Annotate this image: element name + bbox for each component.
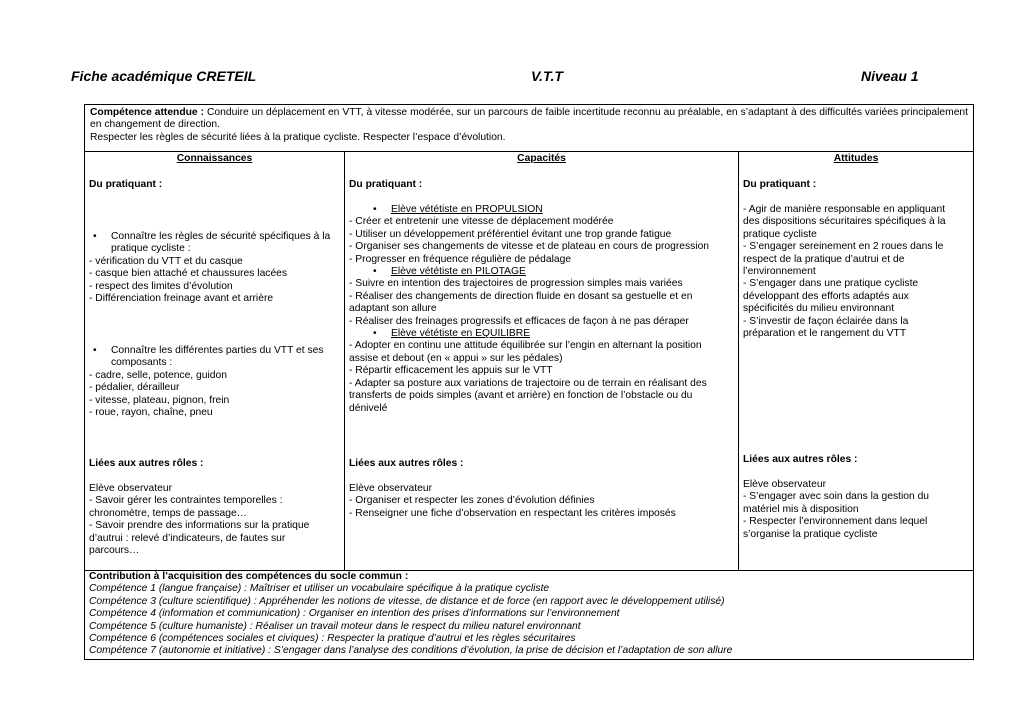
list-item: des dispositions sécuritaires spécifiques à la [743, 216, 946, 228]
list-item: l’environnement [743, 266, 816, 278]
connaissances-heading: Connaissances [176, 153, 253, 164]
capacites-pratiquant: Du pratiquant : [349, 179, 423, 190]
bullet-icon: • [93, 231, 97, 242]
list-item: - vitesse, plateau, pignon, frein [89, 394, 230, 406]
equilibre-heading: Elève vététiste en EQUILIBRE [391, 328, 531, 340]
list-item: - S’engager sereinement en 2 roues dans le [743, 241, 944, 253]
list-item: transferts de poids simples (avant et arrière) en fonction de l’obstacle ou du [349, 390, 693, 402]
list-item: dénivelé [349, 402, 388, 414]
propulsion-heading: Elève vététiste en PROPULSION [391, 204, 543, 215]
list-item: - Suivre en intention des trajectoires de progression simples mais variées [349, 278, 683, 290]
socle-item: Compétence 1 (langue française) : Maîtriser et utiliser un vocabulaire spécifique à la pratique cycliste [89, 583, 550, 595]
list-item: parcours… [89, 545, 140, 557]
list-item: - Réaliser des changements de direction fluide en dosant sa gestuelle et en [349, 290, 693, 302]
list-item: - respect des limites d’évolution [89, 280, 233, 292]
list-item: respect de la pratique d’autrui et de [743, 253, 905, 265]
list-item: - casque bien attaché et chaussures lacées [89, 268, 288, 280]
list-item: - vérification du VTT et du casque [89, 255, 243, 267]
socle-item: Compétence 3 (culture scientifique) : Appréhender les notions de vitesse, de distance et de force (en rapport avec le développement utilisé) [89, 595, 725, 607]
observer-label: Elève observateur [349, 483, 432, 494]
competence-text: Conduire un déplacement en VTT, à vitesse modérée, sur un parcours de faible incertitude reconnu au préalable, en s’adaptant à des difficultés variées principalement en changement de direction. [90, 107, 969, 131]
attitudes-observer-block [743, 479, 969, 541]
socle-item: Compétence 4 (information et communication) : Organiser en intention des prises d’informations sur l’environnement [89, 608, 620, 620]
header-level: Niveau 1 [861, 68, 919, 84]
column-connaissances [85, 152, 345, 570]
observer-label: Elève observateur [89, 483, 172, 494]
list-item: assise et debout (en « appui » sur les pédales) [349, 352, 563, 364]
list-item: - S’engager dans une pratique cycliste [743, 278, 919, 290]
list-item: - Adopter en continu une attitude équilibrée sur l’engin en alternant la position [349, 340, 702, 352]
bullet-icon: • [373, 328, 377, 340]
pilotage-heading: Elève vététiste en PILOTAGE [391, 266, 526, 278]
list-item: - S’engager avec soin dans la gestion du [743, 491, 930, 503]
list-item: - Respecter l’environnement dans lequel [743, 516, 928, 528]
connaissances-observer-block [89, 483, 340, 557]
capacites-heading: Capacités [517, 153, 566, 164]
bullet-icon: • [373, 204, 377, 215]
connaissances-pratiquant: Du pratiquant : [89, 179, 163, 190]
competence-attendue [85, 105, 973, 152]
list-item: - Savoir gérer les contraintes temporelles : [89, 495, 283, 507]
column-attitudes [739, 152, 973, 570]
list-item: - Progresser en fréquence régulière de pédalage [349, 253, 572, 265]
list-item: chronomètre, temps de passage… [89, 507, 247, 519]
list-item: - roue, rayon, chaîne, pneu [89, 407, 213, 419]
list-item: s’organise la pratique cycliste [743, 528, 878, 540]
connaissances-composants-block [89, 345, 340, 419]
header-activity: V.T.T [531, 68, 563, 84]
column-capacites [345, 152, 739, 570]
list-item: spécificités du milieu environnant [743, 303, 895, 315]
attitudes-body [743, 204, 969, 340]
connaissances-securite-block [89, 231, 340, 305]
capacites-roles: Liées aux autres rôles : [349, 458, 464, 469]
list-item: - Agir de manière responsable en appliquant [743, 204, 946, 215]
list-item: - Créer et entretenir une vitesse de déplacement modérée [349, 216, 614, 228]
socle-item: Compétence 5 (culture humaniste) : Réaliser un travail moteur dans le respect du milieu naturel environnant [89, 620, 581, 632]
capacites-body [349, 204, 734, 415]
list-item: - Organiser et respecter les zones d’évolution définies [349, 495, 595, 507]
list-item: - Savoir prendre des informations sur la pratique [89, 520, 310, 532]
capacites-observer-block [349, 483, 734, 520]
list-item: préparation et le rangement du VTT [743, 328, 907, 340]
header-title: Fiche académique CRETEIL [71, 68, 257, 84]
socle-title: Contribution à l’acquisition des compétences du socle commun : [89, 571, 409, 582]
list-item: - cadre, selle, potence, guidon [89, 369, 227, 381]
competence-table [84, 104, 974, 660]
socle-item: Compétence 7 (autonomie et initiative) : S’engager dans l’analyse des conditions d’évolution, la prise de décision et l’adaptation de son allure [89, 645, 733, 657]
list-item: - Réaliser des freinages progressifs et efficaces de façon à ne pas déraper [349, 315, 689, 327]
list-item: - Différenciation freinage avant et arrière [89, 293, 274, 305]
list-item: matériel mis à disposition [743, 503, 859, 515]
socle-item: Compétence 6 (compétences sociales et civiques) : Respecter la pratique d’autrui et les règles sécuritaires [89, 633, 576, 645]
bullet-icon: • [373, 266, 377, 278]
list-item: - Organiser ses changements de vitesse et de plateau en cours de progression [349, 241, 710, 253]
connaissances-bullet2: Connaître les différentes parties du VTT et ses composants : [111, 345, 324, 369]
bullet-icon: • [93, 345, 97, 356]
attitudes-roles: Liées aux autres rôles : [743, 454, 858, 465]
connaissances-roles: Liées aux autres rôles : [89, 458, 204, 469]
observer-label: Elève observateur [743, 479, 826, 490]
list-item: - Répartir efficacement les appuis sur le VTT [349, 365, 553, 377]
list-item: d’autrui : relevé d’indicateurs, de fautes sur [89, 532, 286, 544]
attitudes-heading: Attitudes [833, 153, 879, 164]
list-item: - S’investir de façon éclairée dans la [743, 315, 909, 327]
competence-label: Compétence attendue : [90, 107, 205, 118]
list-item: développant des efforts adaptés aux [743, 290, 909, 302]
competence-line2: Respecter les règles de sécurité liées à la pratique cycliste. Respecter l’espace d’évolution. [90, 131, 506, 143]
list-item: adaptant son allure [349, 303, 437, 315]
list-item: - Renseigner une fiche d’observation en respectant les critères imposés [349, 507, 676, 519]
attitudes-pratiquant: Du pratiquant : [743, 179, 817, 190]
socle-commun [85, 570, 973, 659]
connaissances-bullet1: Connaître les règles de sécurité spécifiques à la pratique cycliste : [111, 231, 331, 255]
list-item: - Adapter sa posture aux variations de trajectoire ou de terrain en réalisant des [349, 377, 707, 389]
columns-row [85, 152, 973, 571]
list-item: - Utiliser un développement préférentiel évitant une trop grande fatigue [349, 228, 672, 240]
list-item: - pédalier, dérailleur [89, 382, 180, 394]
list-item: pratique cycliste [743, 228, 817, 240]
